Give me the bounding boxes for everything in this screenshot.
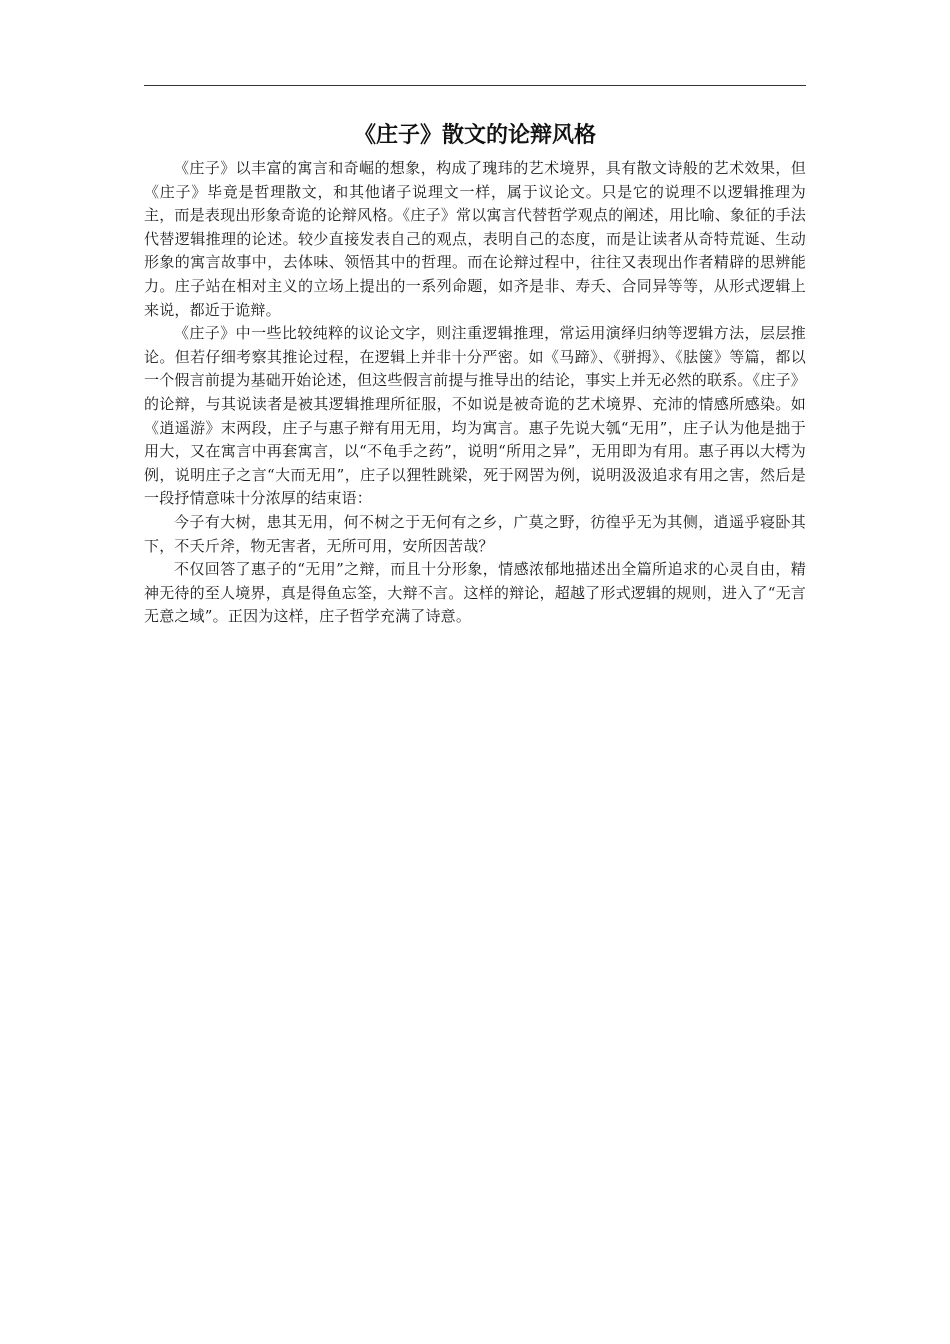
document-body — [144, 157, 806, 629]
paragraph: 《庄子》以丰富的寓言和奇崛的想象，构成了瑰玮的艺术境界，具有散文诗般的艺术效果，但《庄子》毕竟是哲理散文，和其他诸子说理文一样，属于议论文。只是它的说理不以逻辑推理为主，而是表现出形象奇诡的论辩风格。《庄子》常以寓言代替哲学观点的阐述，用比喻、象征的手法代替逻辑推理的论述。较少直接发表自己的观点，表明自己的态度，而是让读者从奇特荒诞、生动形象的寓言故事中，去体味、领悟其中的哲理。而在论辩过程中，往往又表现出作者精辟的思辨能力。庄子站在相对主义的立场上提出的一系列命题，如齐是非、寿夭、合同异等等，从形式逻辑上来说，都近于诡辩。 — [144, 159, 806, 319]
paragraph: 《庄子》中一些比较纯粹的议论文字，则注重逻辑推理，常运用演绎归纳等逻辑方法，层层推论。但若仔细考察其推论过程，在逻辑上并非十分严密。如《马蹄》、《骈拇》、《胠箧》等篇，都以一个假言前提为基础开始论述，但这些假言前提与推导出的结论，事实上并无必然的联系。《庄子》的论辩，与其说读者是被其逻辑推理所征服，不如说是被奇诡的艺术境界、充沛的情感所感染。如《逍遥游》末两段，庄子与惠子辩有用无用，均为寓言。惠子先说大瓠“无用”，庄子认为他是拙于用大，又在寓言中再套寓言，以“不龟手之药”，说明“所用之异”，无用即为有用。惠子再以大樗为例，说明庄子之言“大而无用”，庄子以狸牲跳梁，死于网罟为例，说明汲汲追求有用之害，然后是一段抒情意味十分浓厚的结束语： — [144, 324, 806, 508]
document-title: 《庄子》散文的论辩风格 — [353, 123, 596, 148]
quotation-paragraph: 今子有大树，患其无用，何不树之于无何有之乡，广莫之野，彷徨乎无为其侧，逍遥乎寝卧其下，不夭斤斧，物无害者，无所可用，安所因苦哉？ — [144, 512, 806, 555]
paragraph: 不仅回答了惠子的“无用”之辩，而且十分形象，情感浓郁地描述出全篇所追求的心灵自由，精神无待的至人境界，真是得鱼忘筌，大辩不言。这样的辩论，超越了形式逻辑的规则，进入了“无言无意之域”。正因为这样，庄子哲学充满了诗意。 — [144, 560, 806, 626]
header-rule — [144, 85, 806, 86]
